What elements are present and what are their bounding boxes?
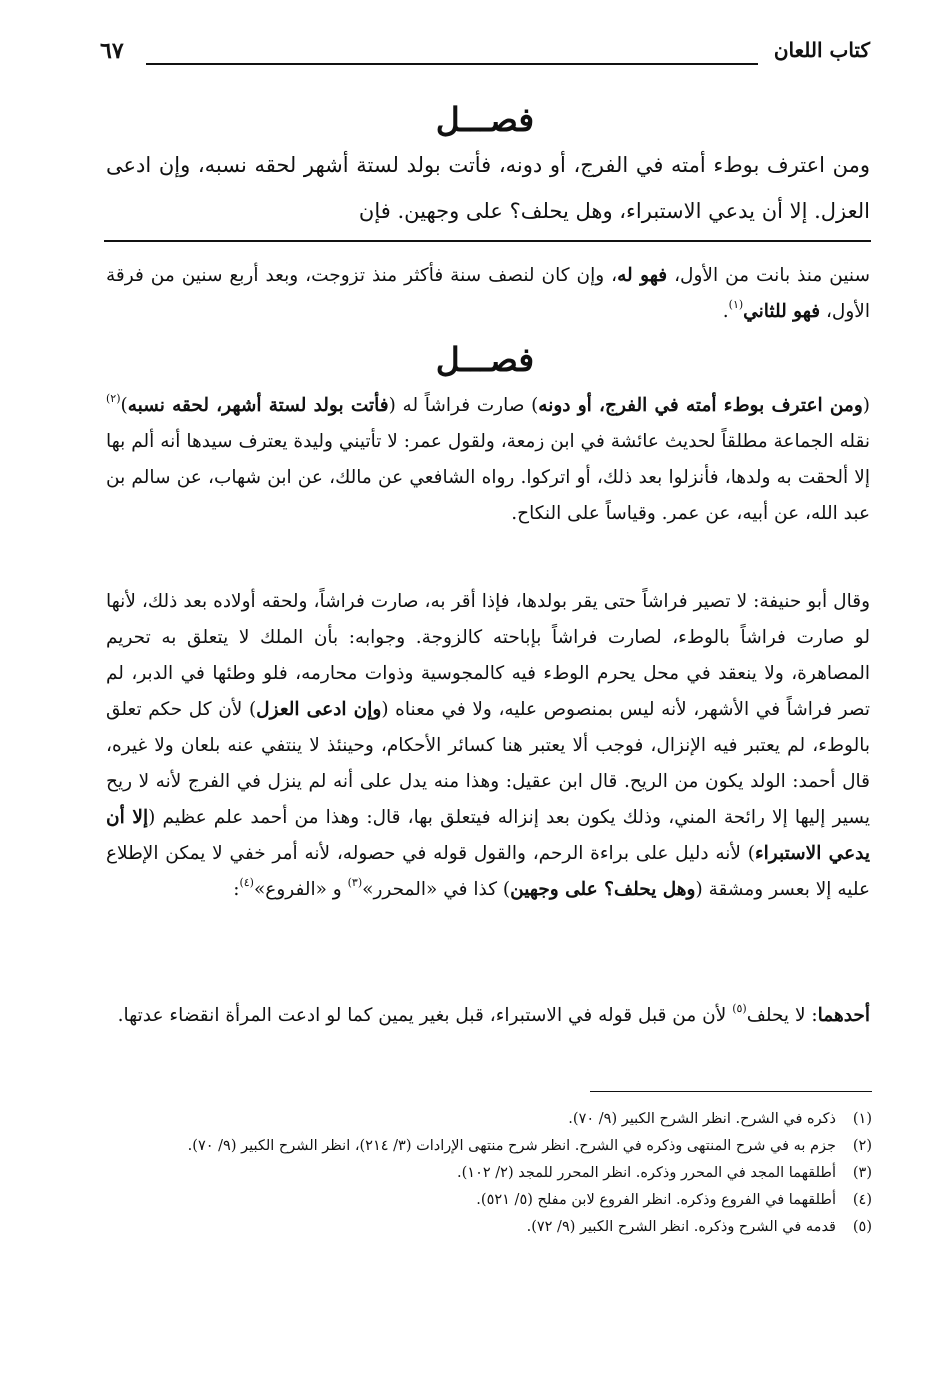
footnote-text: أطلقهما في الفروع وذكره. انظر الفروع لابن مفلح (٥/ ٥٢١). bbox=[476, 1192, 836, 1208]
footnote-5 bbox=[110, 1214, 872, 1241]
footnote-number: (٤) bbox=[852, 1192, 872, 1208]
footnote-4 bbox=[110, 1187, 872, 1214]
footnote-ref-1: (١) bbox=[728, 298, 744, 311]
matn-section-title: فصـــل bbox=[435, 100, 535, 139]
footnote-number: (١) bbox=[852, 1111, 872, 1127]
sharh-paragraph-1: (ومن اعترف بوطء أمته في الفرج، أو دونه) صارت فراشاً له (فأتت بولد لستة أشهر، لحقه نسبه)$^{(٢)}$ نقله الجماعة مطلقاً لحديث عائشة في ابن زمعة، ولقول عمر: لا تأتيني وليدة يعترف سيدها أنه ألم بها إلا ألحقت به ولدها، فأنزلوا بعد ذلك، أو اتركوا. رواه الشافعي عن مالك، عن ابن شهاب، عن سالم بن عبد الله، عن أبيه، عن عمر. وقياساً على النكاح. bbox=[106, 392, 870, 524]
header-rule bbox=[146, 63, 758, 65]
footnote-2 bbox=[110, 1133, 872, 1160]
footnote-text: ذكره في الشرح. انظر الشرح الكبير (٩/ ٧٠). bbox=[568, 1111, 836, 1127]
footnote-3 bbox=[110, 1160, 872, 1187]
matn-text: ومن اعترف بوطء أمته في الفرج، أو دونه، فأتت بولد لستة أشهر لحقه نسبه، وإن ادعى العزل. إلا أن يدعي الاستبراء، وهل يحلف؟ على وجهين. فإن bbox=[106, 153, 870, 223]
footnote-1 bbox=[110, 1106, 872, 1133]
sharh-paragraph-3: أحدهما: لا يحلف$^{(٥)}$ لأن من قبل قوله في الاستبراء، قبل بغير يمين كما لو ادعت المرأة انقضاء عدتها. bbox=[117, 1002, 870, 1026]
sharh-section-title: فصـــل bbox=[435, 340, 535, 379]
chapter-title: كتاب اللعان bbox=[773, 38, 870, 62]
footnotes bbox=[110, 1106, 872, 1241]
footnote-number: (٥) bbox=[852, 1219, 872, 1235]
footnote-number: (٣) bbox=[852, 1165, 872, 1181]
footnote-text: أطلقهما المجد في المحرر وذكره. انظر المحرر للمجد (٢/ ١٠٢). bbox=[457, 1165, 836, 1181]
running-header bbox=[100, 36, 870, 70]
footnote-ref-3: (٣) bbox=[347, 876, 363, 889]
continuation-paragraph: سنين منذ بانت من الأول، فهو له، وإن كان لنصف سنة فأكثر منذ تزوجت، وبعد أربع سنين من فرقة الأول، فهو للثاني$^{(١)}$. bbox=[106, 265, 870, 322]
sharh-paragraph-2: وقال أبو حنيفة: لا تصير فراشاً حتى يقر بولدها، فإذا أقر به، صارت فراشاً، ولحقه أولاده بعد ذلك، لأنها لو صارت فراشاً بالوطء، لصارت فراشاً بإباحته كالزوجة. وجوابه: بأن الملك لا يتعلق به تحريم المصاهرة، ولا ينعقد في محل يحرم الوطء فيه كالمجوسية وذوات محارمه، فلو وطئها في الدبر، لم تصر فراشاً في الأشهر، لأنه ليس بمنصوص عليه، ولا في معناه (وإن ادعى العزل) لأن كل حكم تعلق بالوطء، لم يعتبر فيه الإنزال، فوجب ألا يعتبر هنا كسائر الأحكام، وحينئذ لا ينتفي عنه بلعان ولا غيره، قال أحمد: الولد يكون من الريح. قال ابن عقيل: وهذا منه يدل على أنه لم ينزل في الفرج لأنه لا ريح يسير إليها إلا رائحة المني، وذلك يكون بعد إنزاله فيتعلق بها، قال: وهذا من أحمد علم عظيم (إلا أن يدعي الاستبراء) لأنه دليل على براءة الرحم، والقول قوله في حصوله، لأنه أمر خفي لا يمكن الإطلاع عليه إلا بعسر ومشقة (وهل يحلف؟ على وجهين) كذا في «المحرر»$^{(٣)}$ و «الفروع»$^{(٤)}$: bbox=[106, 591, 871, 900]
footnote-text: جزم به في شرح المنتهى وذكره في الشرح. انظر شرح منتهى الإرادات (٣/ ٢١٤)، انظر الشرح الكبير (٩/ ٧٠). bbox=[187, 1138, 836, 1154]
footnote-ref-4: (٤) bbox=[239, 876, 254, 889]
page-number: ٦٧ bbox=[100, 38, 124, 64]
footnote-ref-2: (٢) bbox=[106, 392, 121, 405]
footnote-separator-rule bbox=[590, 1091, 872, 1092]
footnote-text: قدمه في الشرح وذكره. انظر الشرح الكبير (٩/ ٧٢). bbox=[526, 1219, 836, 1235]
matn-separator-rule bbox=[104, 240, 871, 242]
footnote-number: (٢) bbox=[852, 1138, 872, 1154]
footnote-ref-5: (٥) bbox=[732, 1002, 747, 1015]
